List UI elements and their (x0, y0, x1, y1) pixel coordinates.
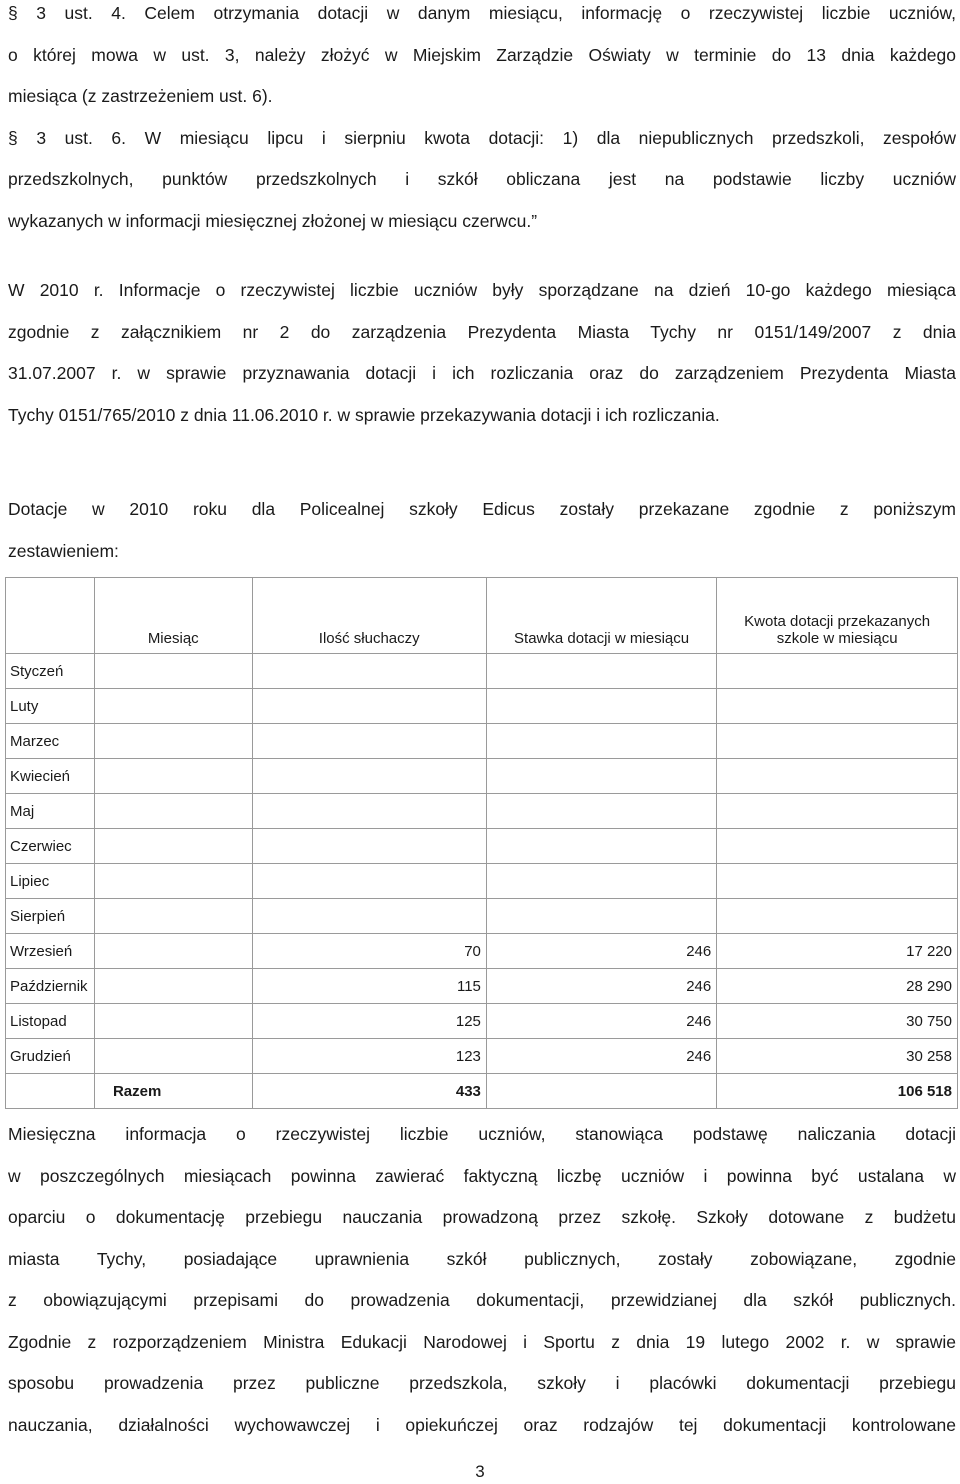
students-cell: 123 (252, 1039, 486, 1074)
students-cell (252, 899, 486, 934)
blank-cell (6, 1074, 95, 1109)
header-rate: Stawka dotacji w miesiącu (486, 578, 716, 654)
students-cell (252, 689, 486, 724)
text-line: sposobu prowadzenia przez publiczne przedszkola, szkoły i placówki dokumentacji przebiegu (8, 1373, 956, 1393)
text-line: zestawieniem: (8, 540, 119, 561)
month-cell: Sierpień (6, 899, 95, 934)
amount-cell (717, 759, 958, 794)
text-line: miasta Tychy, posiadające uprawnienia szkół publicznych, zostały zobowiązane, zgodnie (8, 1248, 956, 1269)
blank-cell (94, 969, 252, 1004)
table-row (6, 864, 958, 899)
month-cell: Styczeń (6, 654, 95, 689)
month-cell: Czerwiec (6, 829, 95, 864)
text-line: przedszkolnych, punktów przedszkolnych i szkół obliczana jest na podstawie liczby uczniów (8, 169, 956, 189)
table-row (6, 689, 958, 724)
table-row (6, 1004, 958, 1039)
table-row (6, 759, 958, 794)
rate-cell (486, 654, 716, 689)
rate-cell (486, 829, 716, 864)
students-cell (252, 794, 486, 829)
header-blank-cell (6, 578, 95, 654)
text-line: § 3 ust. 4. Celem otrzymania dotacji w danym miesiącu, informację o rzeczywistej liczbie uczniów, (8, 3, 956, 23)
total-row (6, 1074, 958, 1109)
header-amount-line1: Kwota dotacji przekazanych (744, 613, 931, 630)
text-line: Dotacje w 2010 roku dla Policealnej szkoły Edicus zostały przekazane zgodnie z poniższym (8, 499, 956, 519)
paragraph-table-intro (8, 489, 956, 572)
amount-cell: 30 750 (717, 1004, 958, 1039)
students-cell (252, 759, 486, 794)
amount-cell (717, 829, 958, 864)
rate-cell (486, 689, 716, 724)
month-cell: Grudzień (6, 1039, 95, 1074)
amount-cell: 30 258 (717, 1039, 958, 1074)
header-amount (717, 578, 958, 654)
text-line: o której mowa w ust. 3, należy złożyć w Miejskim Zarządzie Oświaty w terminie do 13 dnia każdego (8, 44, 956, 65)
rate-cell (486, 794, 716, 829)
month-cell: Luty (6, 689, 95, 724)
amount-cell (717, 689, 958, 724)
table-header-row (6, 578, 958, 654)
table-row (6, 829, 958, 864)
header-students: Ilość słuchaczy (252, 578, 486, 654)
amount-cell (717, 899, 958, 934)
month-cell: Marzec (6, 724, 95, 759)
students-cell (252, 654, 486, 689)
students-cell: 125 (252, 1004, 486, 1039)
rate-cell (486, 864, 716, 899)
text-line: Miesięczna informacja o rzeczywistej liczbie uczniów, stanowiąca podstawę naliczania dotacji (8, 1124, 956, 1144)
month-cell: Wrzesień (6, 934, 95, 969)
total-label: Razem (94, 1074, 252, 1109)
table-row (6, 654, 958, 689)
blank-cell (94, 654, 252, 689)
blank-cell (94, 1004, 252, 1039)
paragraph-documentation (8, 1114, 956, 1446)
table-row (6, 724, 958, 759)
text-line: oparciu o dokumentację przebiegu nauczania prowadzoną przez szkołę. Szkoły dotowane z budżetu (8, 1207, 956, 1227)
students-cell: 115 (252, 969, 486, 1004)
rate-cell: 246 (486, 1039, 716, 1074)
text-line: miesiąca (z zastrzeżeniem ust. 6). (8, 86, 273, 106)
paragraph-regulation-quote (8, 0, 956, 242)
amount-cell (717, 654, 958, 689)
header-month: Miesiąc (94, 578, 252, 654)
blank-cell (94, 689, 252, 724)
blank-cell (94, 864, 252, 899)
table-row (6, 794, 958, 829)
total-students: 433 (252, 1074, 486, 1109)
month-cell: Maj (6, 794, 95, 829)
text-line: § 3 ust. 6. W miesiącu lipcu i sierpniu kwota dotacji: 1) dla niepublicznych przedszkoli, zespołów (8, 127, 956, 148)
table-row (6, 969, 958, 1004)
amount-cell (717, 794, 958, 829)
amount-cell: 17 220 (717, 934, 958, 969)
text-line: w poszczególnych miesiącach powinna zawierać faktyczną liczbę uczniów i powinna być ustalana w (8, 1165, 956, 1186)
text-line: nauczania, działalności wychowawczej i opiekuńczej oraz rodzajów tej dokumentacji kontrolowane (8, 1414, 956, 1435)
students-cell (252, 829, 486, 864)
students-cell: 70 (252, 934, 486, 969)
month-cell: Październik (6, 969, 95, 1004)
grants-table (5, 577, 958, 1109)
text-line: 31.07.2007 r. w sprawie przyznawania dotacji i ich rozliczania oraz do zarządzeniem Prezydenta Miasta (8, 363, 956, 383)
blank-cell (94, 899, 252, 934)
blank-cell (94, 934, 252, 969)
rate-cell (486, 899, 716, 934)
blank-cell (94, 759, 252, 794)
blank-cell (94, 724, 252, 759)
rate-cell (486, 759, 716, 794)
table-row (6, 899, 958, 934)
table-body (6, 654, 958, 1109)
rate-cell (486, 724, 716, 759)
rate-cell: 246 (486, 934, 716, 969)
blank-cell (94, 794, 252, 829)
text-line: z obowiązującymi przepisami do prowadzenia dokumentacji, przewidzianej dla szkół publicznych. (8, 1290, 956, 1310)
blank-cell (94, 1039, 252, 1074)
text-line: wykazanych w informacji miesięcznej złożonej w miesiącu czerwcu.” (8, 210, 538, 231)
month-cell: Kwiecień (6, 759, 95, 794)
text-line: Tychy 0151/765/2010 z dnia 11.06.2010 r. w sprawie przekazywania dotacji i ich rozliczania. (8, 404, 720, 425)
page-number: 3 (475, 1462, 485, 1481)
month-cell: Lipiec (6, 864, 95, 899)
month-cell: Listopad (6, 1004, 95, 1039)
table-row (6, 934, 958, 969)
text-line: W 2010 r. Informacje o rzeczywistej liczbie uczniów były sporządzane na dzień 10-go każdego miesiąca (8, 280, 956, 300)
paragraph-reporting-2010 (8, 270, 956, 436)
amount-cell (717, 724, 958, 759)
text-line: zgodnie z załącznikiem nr 2 do zarządzenia Prezydenta Miasta Tychy nr 0151/149/2007 z dnia (8, 321, 956, 342)
students-cell (252, 724, 486, 759)
table-row (6, 1039, 958, 1074)
blank-cell (94, 829, 252, 864)
text-line: Zgodnie z rozporządzeniem Ministra Edukacji Narodowej i Sportu z dnia 19 lutego 2002 r. w sprawie (8, 1331, 956, 1352)
blank-cell (486, 1074, 716, 1109)
students-cell (252, 864, 486, 899)
total-amount: 106 518 (717, 1074, 958, 1109)
amount-cell (717, 864, 958, 899)
rate-cell: 246 (486, 1004, 716, 1039)
header-amount-line2: szkole w miesiącu (776, 630, 898, 647)
amount-cell: 28 290 (717, 969, 958, 1004)
rate-cell: 246 (486, 969, 716, 1004)
